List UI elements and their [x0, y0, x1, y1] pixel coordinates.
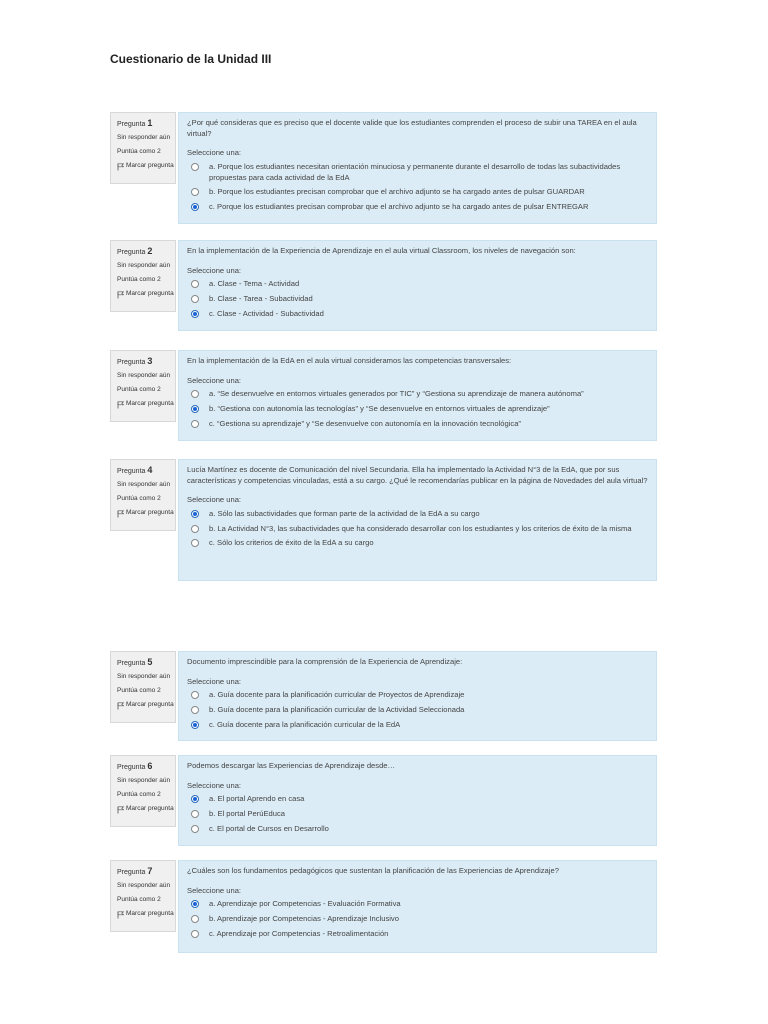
flag-question-link[interactable]: [117, 400, 175, 409]
flag-label: Marcar pregunta: [126, 909, 174, 917]
flag-question-link[interactable]: [117, 509, 175, 518]
question-word: Pregunta: [117, 660, 146, 667]
question-number: [117, 865, 175, 877]
question-word: Pregunta: [117, 764, 146, 771]
flag-question-link[interactable]: [117, 701, 175, 710]
flag-label: Marcar pregunta: [126, 289, 174, 297]
question-word: Pregunta: [117, 869, 146, 876]
radio-button[interactable]: [191, 930, 199, 938]
question-grade: Puntúa como 2: [117, 386, 161, 394]
radio-button[interactable]: [191, 900, 199, 908]
question-state: Sin responder aún: [117, 372, 171, 380]
question-grade: Puntúa como 2: [117, 687, 161, 695]
question-state: Sin responder aún: [117, 882, 171, 890]
answer-option[interactable]: [187, 404, 648, 415]
answer-option-label: c. El portal de Cursos en Desarrollo: [209, 823, 329, 833]
question-content: [178, 860, 657, 953]
answer-option[interactable]: [187, 538, 648, 549]
answer-option-label: b. “Gestiona con autonomía las tecnologías” y “Se desenvuelve en entornos virtuales de aprendizaje”: [209, 403, 550, 413]
question-grade: Puntúa como 2: [117, 495, 161, 503]
flag-question-link[interactable]: [117, 290, 175, 299]
answer-option[interactable]: [187, 202, 648, 213]
answer-option-label: a. Sólo las subactividades que forman parte de la actividad de la EdA a su cargo: [209, 508, 480, 518]
question-state: Sin responder aún: [117, 777, 171, 785]
answer-option[interactable]: [187, 279, 648, 290]
flag-icon: [117, 510, 124, 518]
question-text: ¿Cuáles son los fundamentos pedagógicos que sustentan la planificación de las Experiencias de Aprendizaje?: [187, 866, 559, 875]
question-number: [117, 245, 175, 257]
question-number: [117, 464, 175, 476]
answer-option[interactable]: [187, 705, 648, 716]
question-number-value: 6: [147, 761, 153, 771]
question-text: En la implementación de la Experiencia de Aprendizaje en el aula virtual Classroom, los niveles de navegación son:: [187, 246, 576, 255]
radio-button[interactable]: [191, 163, 199, 171]
question-info-panel: [110, 240, 176, 312]
radio-button[interactable]: [191, 295, 199, 303]
answer-option[interactable]: [187, 524, 648, 535]
question-number: [117, 656, 175, 668]
radio-button[interactable]: [191, 539, 199, 547]
question-info-panel: [110, 112, 176, 184]
question-block: [110, 112, 658, 224]
question-block: [110, 755, 658, 846]
radio-button[interactable]: [191, 390, 199, 398]
question-info-panel: [110, 350, 176, 422]
flag-icon: [117, 806, 124, 814]
question-text: Documento imprescindible para la comprensión de la Experiencia de Aprendizaje:: [187, 657, 463, 666]
question-text: Lucía Martínez es docente de Comunicación del nivel Secundaria. Ella ha implementado la Actividad N°3 de la EdA, que por sus características y competencias vinculadas, está a su cargo. ¿Qué le recomendarías publicar en la página de Novedades del aula virtual?: [187, 465, 648, 485]
flag-label: Marcar pregunta: [126, 804, 174, 812]
answer-option-label: a. Aprendizaje por Competencias - Evaluación Formativa: [209, 899, 401, 909]
answer-option-label: c. Sólo los criterios de éxito de la EdA a su cargo: [209, 538, 374, 548]
select-one-prompt: Seleccione una:: [187, 265, 242, 275]
question-word: Pregunta: [117, 121, 146, 128]
question-text: En la implementación de la EdA en el aula virtual consideramos las competencias transversales:: [187, 356, 512, 365]
question-grade: Puntúa como 2: [117, 148, 161, 156]
flag-question-link[interactable]: [117, 805, 175, 814]
answer-option-label: b. Guía docente para la planificación curricular de la Actividad Seleccionada: [209, 704, 465, 714]
flag-icon: [117, 163, 124, 171]
question-block: [110, 651, 658, 741]
question-info-panel: [110, 651, 176, 723]
select-one-prompt: Seleccione una:: [187, 148, 242, 158]
question-word: Pregunta: [117, 468, 146, 475]
radio-button[interactable]: [191, 188, 199, 196]
answer-option[interactable]: [187, 389, 648, 400]
answer-option[interactable]: [187, 309, 648, 320]
question-state: Sin responder aún: [117, 481, 171, 489]
flag-question-link[interactable]: [117, 162, 175, 171]
radio-button[interactable]: [191, 721, 199, 729]
question-block: [110, 860, 658, 953]
radio-button[interactable]: [191, 405, 199, 413]
question-grade: Puntúa como 2: [117, 276, 161, 284]
answer-option-label: a. Clase - Tema - Actividad: [209, 279, 300, 289]
flag-question-link[interactable]: [117, 910, 175, 919]
flag-label: Marcar pregunta: [126, 700, 174, 708]
answer-option-label: c. Porque los estudiantes precisan comprobar que el archivo adjunto se ha cargado antes de pulsar ENTREGAR: [209, 201, 589, 211]
radio-button[interactable]: [191, 203, 199, 211]
question-grade: Puntúa como 2: [117, 896, 161, 904]
question-content: [178, 755, 657, 846]
answer-option-label: a. Porque los estudiantes necesitan orientación minuciosa y permanente durante el desarrollo de todas las subactividades propuestas para cada actividad de la EdA: [209, 161, 621, 182]
question-block: [110, 240, 658, 331]
select-one-prompt: Seleccione una:: [187, 676, 242, 686]
flag-label: Marcar pregunta: [126, 508, 174, 516]
question-number-value: 7: [147, 866, 153, 876]
question-word: Pregunta: [117, 249, 146, 256]
select-one-prompt: Seleccione una:: [187, 885, 242, 895]
answer-option[interactable]: [187, 720, 648, 731]
question-number-value: 1: [147, 118, 153, 128]
answer-option-label: c. Clase - Actividad - Subactividad: [209, 308, 324, 318]
question-number: [117, 355, 175, 367]
question-state: Sin responder aún: [117, 262, 171, 270]
question-content: [178, 240, 657, 331]
answer-option[interactable]: [187, 419, 648, 430]
flag-label: Marcar pregunta: [126, 161, 174, 169]
radio-button[interactable]: [191, 280, 199, 288]
answer-option-label: a. “Se desenvuelve en entornos virtuales generados por TIC” y “Gestiona su aprendizaje de manera autónoma”: [209, 389, 584, 399]
answer-option[interactable]: [187, 824, 648, 835]
answer-option-label: a. El portal Aprendo en casa: [209, 794, 305, 804]
answer-option[interactable]: [187, 929, 648, 940]
answer-option[interactable]: [187, 509, 648, 520]
question-state: Sin responder aún: [117, 134, 171, 142]
answer-option[interactable]: [187, 690, 648, 701]
question-word: Pregunta: [117, 359, 146, 366]
radio-button[interactable]: [191, 915, 199, 923]
radio-button[interactable]: [191, 525, 199, 533]
question-info-panel: [110, 459, 176, 531]
question-text: Podemos descargar las Experiencias de Aprendizaje desde…: [187, 761, 396, 770]
radio-button[interactable]: [191, 510, 199, 518]
question-content: [178, 459, 657, 581]
answer-option-label: b. Porque los estudiantes precisan comprobar que el archivo adjunto se ha cargado antes de pulsar GUARDAR: [209, 187, 585, 197]
question-info-panel: [110, 755, 176, 827]
radio-button[interactable]: [191, 310, 199, 318]
answer-option[interactable]: [187, 162, 648, 183]
question-block: [110, 459, 658, 581]
radio-button[interactable]: [191, 795, 199, 803]
flag-icon: [117, 401, 124, 409]
radio-button[interactable]: [191, 825, 199, 833]
flag-icon: [117, 702, 124, 710]
question-content: [178, 112, 657, 224]
answer-option-label: b. Aprendizaje por Competencias - Aprendizaje Inclusivo: [209, 913, 399, 923]
flag-icon: [117, 911, 124, 919]
answer-option[interactable]: [187, 899, 648, 910]
answer-option[interactable]: [187, 794, 648, 805]
answer-option-label: c. Aprendizaje por Competencias - Retroalimentación: [209, 928, 389, 938]
answer-option-label: b. La Actividad N°3, las subactividades que ha considerado desarrollar con los estudiantes y los criterios de éxito de la misma: [209, 523, 632, 533]
select-one-prompt: Seleccione una:: [187, 495, 242, 505]
question-number-value: 4: [147, 465, 153, 475]
answer-option-label: c. “Gestiona su aprendizaje” y “Se desenvuelve con autonomía en la innovación tecnológica”: [209, 418, 521, 428]
answer-option-label: c. Guía docente para la planificación curricular de la EdA: [209, 719, 401, 729]
answer-option[interactable]: [187, 914, 648, 925]
answer-option-label: a. Guía docente para la planificación curricular de Proyectos de Aprendizaje: [209, 690, 465, 700]
radio-button[interactable]: [191, 420, 199, 428]
question-text: ¿Por qué consideras que es preciso que el docente valide que los estudiantes comprenden el proceso de subir una TAREA en el aula virtual?: [187, 118, 637, 138]
flag-label: Marcar pregunta: [126, 399, 174, 407]
question-state: Sin responder aún: [117, 673, 171, 681]
question-info-panel: [110, 860, 176, 932]
page-title: Cuestionario de la Unidad III: [110, 52, 272, 66]
select-one-prompt: Seleccione una:: [187, 375, 242, 385]
answer-option[interactable]: [187, 294, 648, 305]
question-number-value: 5: [147, 657, 153, 667]
answer-option[interactable]: [187, 809, 648, 820]
question-content: [178, 350, 657, 441]
question-block: [110, 350, 658, 441]
question-content: [178, 651, 657, 741]
radio-button[interactable]: [191, 691, 199, 699]
radio-button[interactable]: [191, 706, 199, 714]
question-grade: Puntúa como 2: [117, 791, 161, 799]
question-number: [117, 760, 175, 772]
answer-option-label: b. Clase - Tarea - Subactividad: [209, 293, 313, 303]
radio-button[interactable]: [191, 810, 199, 818]
answer-option-label: b. El portal PerúEduca: [209, 808, 285, 818]
flag-icon: [117, 291, 124, 299]
question-number-value: 2: [147, 246, 153, 256]
question-number-value: 3: [147, 356, 153, 366]
select-one-prompt: Seleccione una:: [187, 780, 242, 790]
question-number: [117, 117, 175, 129]
answer-option[interactable]: [187, 187, 648, 198]
